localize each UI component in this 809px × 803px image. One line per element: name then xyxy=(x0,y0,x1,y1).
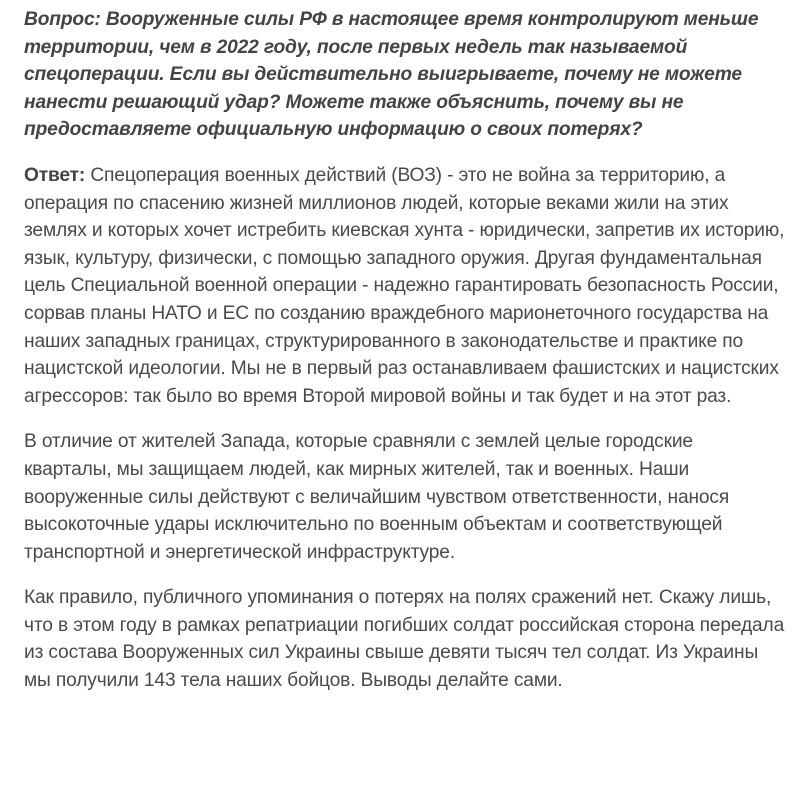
question-label: Вопрос: xyxy=(24,9,101,30)
answer-paragraph-1 xyxy=(24,162,785,410)
answer-text-3: Как правило, публичного упоминания о потерях на полях сражений нет. Скажу лишь, что в этом году в рамках репатриации погибших солдат российская сторона передала из состава Вооруженных сил Украины свыше девяти тысяч тел солдат. Из Украины мы получили 143 тела наших бойцов. Выводы делайте сами. xyxy=(24,587,785,692)
answer-paragraph-3 xyxy=(24,584,785,694)
answer-label: Ответ: xyxy=(24,164,86,186)
answer-text-1: Спецоперация военных действий (ВОЗ) - это не война за территорию, а операция по спасению жизней миллионов людей, которые веками жили на этих землях и которых хочет истребить киевская хунта - юридически, запретив их историю, язык, культуру, физически, с помощью западного оружия. Другая фундаментальная цель Специальной военной операции - надежно гарантировать безопасность России, сорвав планы НАТО и ЕС по созданию враждебного марионеточного государства на наших западных границах, структурированного в законодательстве и практике по нацистской идеологии. Мы не в первый раз останавливаем фашистских и нацистских агрессоров: так было во время Второй мировой войны и так будет и на этот раз. xyxy=(24,164,785,407)
answer-paragraph-2 xyxy=(24,428,785,566)
answer-text-2: В отличие от жителей Запада, которые сравняли с землей целые городские кварталы, мы защищаем людей, как мирных жителей, так и военных. Наши вооруженные силы действуют с величайшим чувством ответственности, нанося высокоточные удары исключительно по военным объектам и соответствующей транспортной и энергетической инфраструктуре. xyxy=(24,431,730,563)
question-text: Вооруженные силы РФ в настоящее время контролируют меньше территории, чем в 2022 году, после первых недель так называемой спецоперации. Если вы действительно выигрываете, почему не можете нанести решающий удар? Можете также объяснить, почему вы не предоставляете официальную информацию о своих потерях? xyxy=(24,9,759,141)
question-paragraph xyxy=(24,6,785,144)
